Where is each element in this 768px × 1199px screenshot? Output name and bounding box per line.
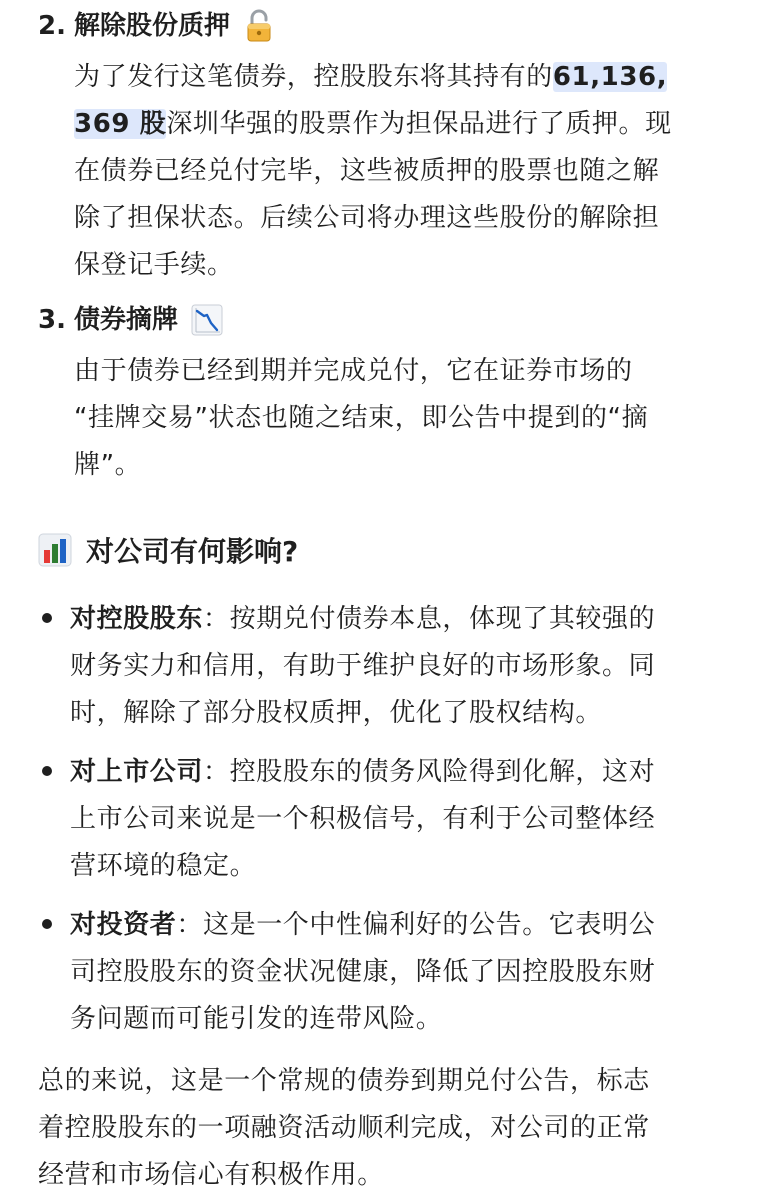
text-line: ：控股股东的债务风险得到化解，这对 [203, 757, 656, 787]
section-body [38, 54, 738, 289]
text-line: 保登记手续。 [74, 250, 234, 280]
text-line: 牌”。 [74, 450, 142, 480]
text-line: 营环境的稳定。 [70, 851, 257, 881]
list-item-text [38, 902, 738, 1043]
text-line: “挂牌交易”状态也随之结束，即公告中提到的“摘 [74, 403, 649, 433]
chart-decreasing-icon [190, 303, 224, 337]
section-release-pledge [38, 6, 738, 289]
text-line: 财务实力和信用，有助于维护良好的市场形象。同 [70, 651, 656, 681]
impact-heading-text: 对公司有何影响? [86, 535, 299, 568]
section-body [38, 348, 738, 489]
text-line: 在债券已经兑付完毕，这些被质押的股票也随之解 [74, 156, 660, 186]
section-header [38, 300, 738, 340]
list-item-text [38, 749, 738, 890]
text-line: 总的来说，这是一个常规的债券到期兑付公告，标志 [38, 1066, 650, 1096]
list-item-label: 对投资者 [70, 910, 177, 940]
impact-heading [38, 528, 298, 572]
bullet-dot [42, 919, 52, 929]
section-title: 债券摘牌 [74, 305, 179, 335]
summary-paragraph [38, 1058, 738, 1199]
section-number: 3. [38, 305, 66, 335]
text-line: ：这是一个中性偏利好的公告。它表明公 [176, 910, 656, 940]
unlocked-padlock-icon [242, 9, 276, 43]
text-line: 除了担保状态。后续公司将办理这些股份的解除担 [74, 203, 660, 233]
bar-chart-icon [38, 533, 72, 567]
text-line: 务问题而可能引发的连带风险。 [70, 1004, 443, 1034]
text-line: 上市公司来说是一个积极信号，有利于公司整体经 [70, 804, 656, 834]
section-number: 2. [38, 11, 66, 41]
section-delisting [38, 300, 738, 489]
list-item-label: 对控股股东 [70, 604, 204, 634]
text-line: 时，解除了部分股权质押，优化了股权结构。 [70, 698, 603, 728]
text-line: 着控股股东的一项融资活动顺利完成，对公司的正常 [38, 1113, 650, 1143]
text-line: 深圳华强的股票作为担保品进行了质押。现 [166, 109, 672, 139]
text-line: ：按期兑付债券本息，体现了其较强的 [203, 604, 656, 634]
section-title: 解除股份质押 [74, 11, 231, 41]
text-line: 经营和市场信心有积极作用。 [38, 1160, 384, 1190]
list-item [38, 902, 738, 1043]
list-item [38, 749, 738, 890]
bullet-dot [42, 613, 52, 623]
highlighted-share-count-cont: 369 股 [74, 109, 167, 139]
highlighted-share-count: 61,136, [552, 62, 668, 92]
text-line: 为了发行这笔债券，控股股东将其持有的 [74, 62, 553, 92]
list-item-label: 对上市公司 [70, 757, 204, 787]
list-item-text [38, 596, 738, 737]
text-line: 由于债券已经到期并完成兑付，它在证券市场的 [74, 356, 633, 386]
bullet-dot [42, 766, 52, 776]
section-header [38, 6, 738, 46]
list-item [38, 596, 738, 737]
text-line: 司控股股东的资金状况健康，降低了因控股股东财 [70, 957, 656, 987]
